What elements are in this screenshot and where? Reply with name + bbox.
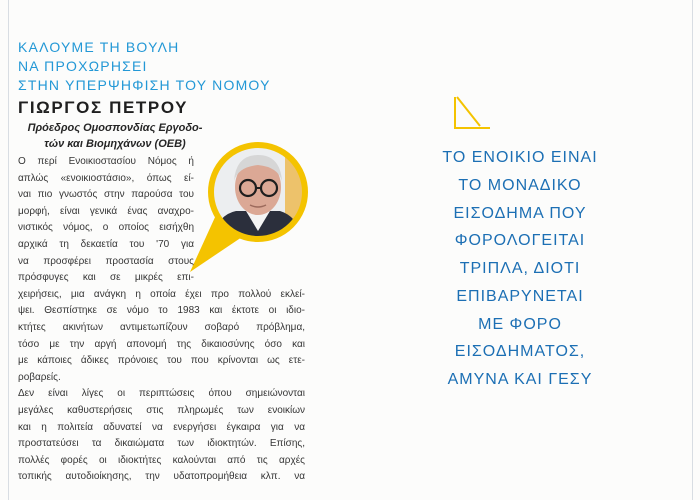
body-line: χειρήσεις, μια ανάγκη η οποία έχει προ πολλού εκλεί- (18, 288, 305, 300)
body-line: Ο περί Ενοικιοστασίου Νόμος ή (18, 156, 194, 167)
pull-quote-line: ΤΡΙΠΛΑ, ΔΙΟΤΙ (459, 260, 581, 277)
body-line: πρόσφυγες και σε μικρές επι- (18, 272, 194, 284)
author-name: ΓΙΩΡΓΟΣ ΠΕΤΡΟΥ (18, 98, 189, 117)
body-line: αρχικά τη δεκαετία του '70 για (18, 238, 194, 250)
pull-quote-line: ΑΜΥΝΑ ΚΑΙ ΓΕΣΥ (447, 371, 593, 388)
body-line: ναι πιο γνωστός στην παρούσα του (18, 189, 194, 201)
pull-quote-line: ΦΟΡΟΛΟΓΕΙΤΑΙ (454, 232, 586, 250)
body-line: Δεν είναι λίγες οι περιπτώσεις όπου σημειώνονται (18, 388, 305, 400)
body-line: πολλές φορές οι ιδιοκτήτες καλούνται από τις αρχές (18, 454, 305, 466)
scan-edge-right (692, 0, 693, 500)
headline-line: ΝΑ ΠΡΟΧΩΡΗΣΕΙ (18, 58, 148, 74)
pull-quote-line: ΤΟ ΜΟΝΑΔΙΚΟ (458, 176, 582, 194)
author-title-line: τών και Βιομηχάνων (ΟΕΒ) (44, 138, 186, 150)
body-line: απλώς «ενοικιοστάσιο», όπως εί- (18, 172, 194, 184)
author-portrait-photo (180, 135, 315, 280)
pull-quote-line: ΜΕ ΦΟΡΟ (478, 315, 562, 333)
pull-quote-line: ΕΙΣΟΔΗΜΑΤΟΣ, (454, 343, 586, 361)
body-line: τόσο με την αργή απονομή της δικαιοσύνης όσο και (18, 338, 305, 350)
body-line: προστατεύσει τα δικαιώματα των ιδιοκτητών. Επίσης, (18, 438, 305, 450)
body-line: μεγάλες καθυστερήσεις στις πληρωμές των ενοικίων (18, 404, 305, 416)
body-line: ροβαρείς. (18, 371, 61, 383)
body-line: μορφή, είναι γενικά ένας αναχρο- (18, 205, 194, 217)
body-line: κτήτες ακινήτων αντιμετωπίζουν σοβαρό πρόβλημα, (18, 321, 305, 333)
headline (18, 38, 318, 95)
pull-quote-line: ΕΙΣΟΔΗΜΑ ΠΟΥ (453, 204, 587, 222)
body-line: τοπικής αυτοδιοίκησης, την υδατοπρομήθεια κλπ. να (18, 471, 305, 483)
headline-line: ΚΑΛΟΥΜΕ ΤΗ ΒΟΥΛΗ (18, 39, 180, 55)
pull-quote (420, 144, 620, 394)
headline-line: ΣΤΗΝ ΥΠΕΡΨΗΦΙΣΗ ΤΟΥ ΝΟΜΟΥ (18, 77, 271, 93)
pull-quote-line: ΕΠΙΒΑΡΥΝΕΤΑΙ (456, 287, 584, 305)
body-line: με κάποιες άδικες πρόνοιες του που κρίνονται ως ετε- (18, 355, 305, 367)
body-line: νιστικός νόμος, ο οποίος εισήχθη (18, 222, 194, 234)
pull-quote-mark-icon (448, 92, 498, 134)
author-title-line: Πρόεδρος Ομοσπονδίας Εργοδο- (27, 122, 203, 134)
body-line: να προσφέρει προστασία στους (18, 255, 194, 267)
body-line: και η πολιτεία αδυνατεί να ενεργήσει έγκαιρα για να (18, 421, 305, 433)
pull-quote-line: ΤΟ ΕΝΟΙΚΙΟ ΕΙΝΑΙ (442, 149, 598, 166)
scan-edge-left (8, 0, 9, 500)
body-line: ψει. Θεσπίστηκε σε νόμο το 1983 και έκτοτε οι ιδιο- (18, 305, 305, 317)
